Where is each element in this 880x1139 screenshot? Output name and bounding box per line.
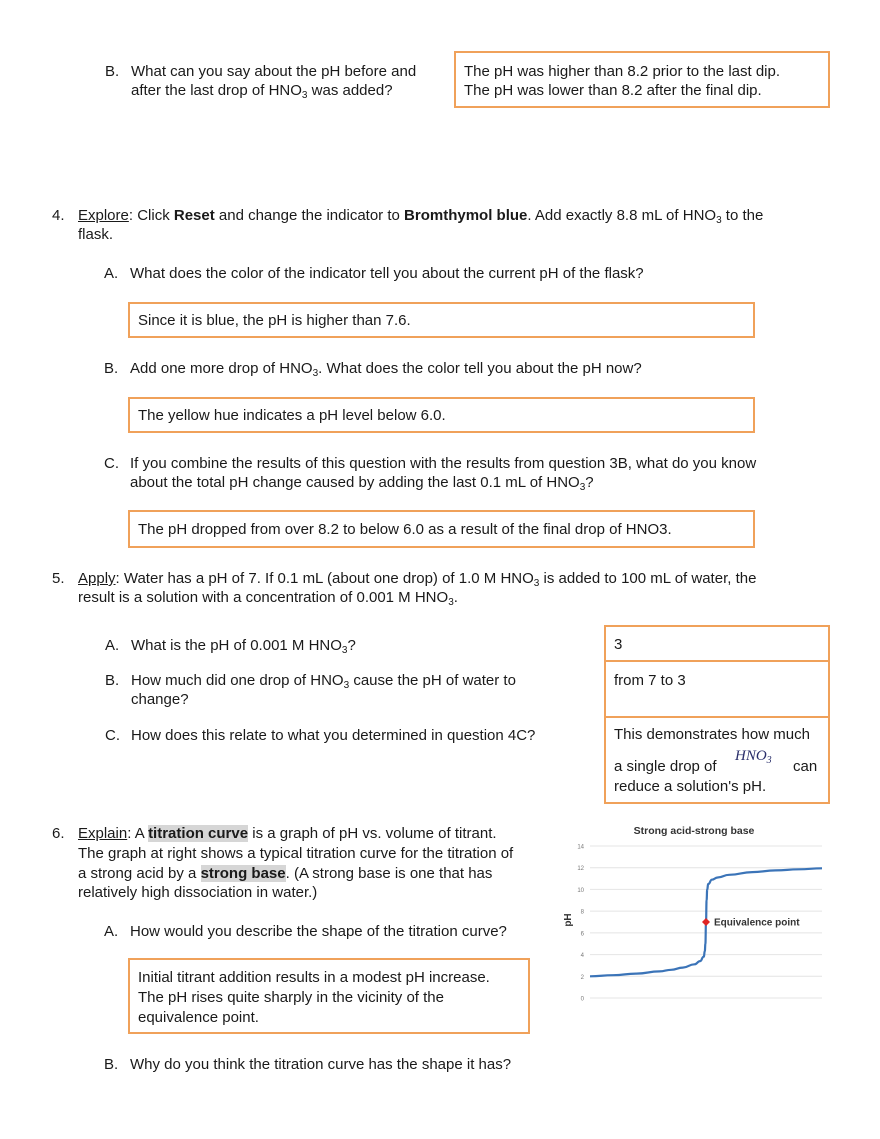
q5-number: 5. [52,570,65,587]
q6-prompt-line1: Explain: A titration curve is a graph of pH vs. volume of titrant. [78,825,497,842]
q4a-label: A. [104,265,119,282]
equivalence-point-label: Equivalence point [714,917,800,929]
q4c-answer-box[interactable] [128,510,755,548]
y-tick-label: 6 [580,931,584,938]
y-tick-label: 0 [580,996,584,1003]
equivalence-point-marker [702,918,710,926]
q5b-label: B. [105,672,120,689]
q3b-answer-box[interactable] [454,51,830,108]
q4a-question: What does the color of the indicator tell you about the current pH of the flask? [130,265,644,282]
q3b-answer-line1: The pH was higher than 8.2 prior to the last dip. [464,63,781,80]
q4b-answer: The yellow hue indicates a pH level below 6.0. [138,407,446,424]
q5c-answer-formula: $HNO_3$ [735,748,772,766]
q5-prompt-line2: result is a solution with a concentration of 0.001 M $HNO_3$. [78,589,458,608]
q4-keyword: Explore [78,207,129,224]
q6a-answer-line3: equivalence point. [138,1009,259,1026]
q4b-label: B. [104,360,119,377]
q3b-answer-line2: The pH was lower than 8.2 after the final dip. [464,82,762,99]
q5-prompt-line1: Apply: Water has a pH of 7. If 0.1 mL (about one drop) of 1.0 M $HNO_3$ is added to 100 mL of water, the [78,570,757,589]
q3b-label: B. [105,63,120,80]
q6b-label: B. [104,1056,119,1073]
q5-keyword: Apply [78,570,116,587]
q4-number: 4. [52,207,65,224]
q5c-answer-line1: This demonstrates how much [614,726,810,743]
q4b-question: Add one more drop of $HNO_3$. What does the color tell you about the pH now? [130,360,642,379]
y-tick-label: 4 [580,953,584,960]
q6-prompt-line3: a strong acid by a strong base. (A strong base is one that has [78,865,493,882]
q6a-answer-line1: Initial titrant addition results in a modest pH increase. [138,969,490,986]
q3b-question-line1: What can you say about the pH before and [131,63,417,80]
y-tick-label: 10 [577,887,584,894]
q5b-question-line2: change? [131,691,189,708]
q5b-answer: from 7 to 3 [614,672,686,689]
q6b-question: Why do you think the titration curve has the shape it has? [130,1056,512,1073]
q5c-answer-box[interactable] [604,716,830,804]
q5c-question: How does this relate to what you determined in question 4C? [131,727,536,744]
q5b-answer-box[interactable] [604,660,830,718]
q5b-question-line1: How much did one drop of $HNO_3$ cause the pH of water to [131,672,516,691]
q4c-label: C. [104,455,119,472]
q5a-answer: 3 [614,636,623,653]
q3b-question-line2: after the last drop of $HNO_3$ was added? [131,82,393,101]
q5c-answer-line2: a single drop of [614,758,717,775]
y-tick-label: 12 [577,866,584,873]
y-tick-label: 2 [580,974,584,981]
q5c-answer-line2-end: can [793,758,818,775]
titration-curve-chart [560,818,830,1010]
q6-prompt-line2: The graph at right shows a typical titration curve for the titration of [78,845,514,862]
q6a-label: A. [104,923,119,940]
q5a-label: A. [105,637,120,654]
q4c-question-line2: about the total pH change caused by adding the last 0.1 mL of $HNO_3$? [130,474,594,493]
q4-prompt-line1: Explore: Click Reset and change the indicator to Bromthymol blue. Add exactly 8.8 mL of $HNO_3$ to the [78,207,764,226]
q5c-answer-line3: reduce a solution's pH. [614,778,767,795]
q6a-answer-line2: The pH rises quite sharply in the vicinity of the [138,989,444,1006]
y-tick-label: 8 [580,909,584,916]
q4c-answer: The pH dropped from over 8.2 to below 6.0 as a result of the final drop of HNO3. [138,521,672,538]
q6a-question: How would you describe the shape of the titration curve? [130,923,507,940]
chart-title: Strong acid-strong base [633,825,755,837]
q6-number: 6. [52,825,65,842]
highlight-titration-curve: titration curve [148,825,249,842]
chart-y-axis-label: pH [563,913,574,927]
q5c-label: C. [105,727,120,744]
q4a-answer-box[interactable] [128,302,755,338]
highlight-strong-base: strong base [200,865,286,882]
q5a-answer-box[interactable] [604,625,830,662]
q6-keyword: Explain [78,825,128,842]
q4b-answer-box[interactable] [128,397,755,433]
q4-prompt-line2: flask. [78,226,114,243]
q6a-answer-box[interactable] [128,958,530,1034]
q6-prompt-line4: relatively high dissociation in water.) [78,884,318,901]
q4a-answer: Since it is blue, the pH is higher than 7.6. [138,312,411,329]
q5a-question: What is the pH of 0.001 M $HNO_3$? [131,637,356,656]
q4c-question-line1: If you combine the results of this question with the results from question 3B, what do you know [130,455,757,472]
y-tick-label: 14 [577,844,584,851]
